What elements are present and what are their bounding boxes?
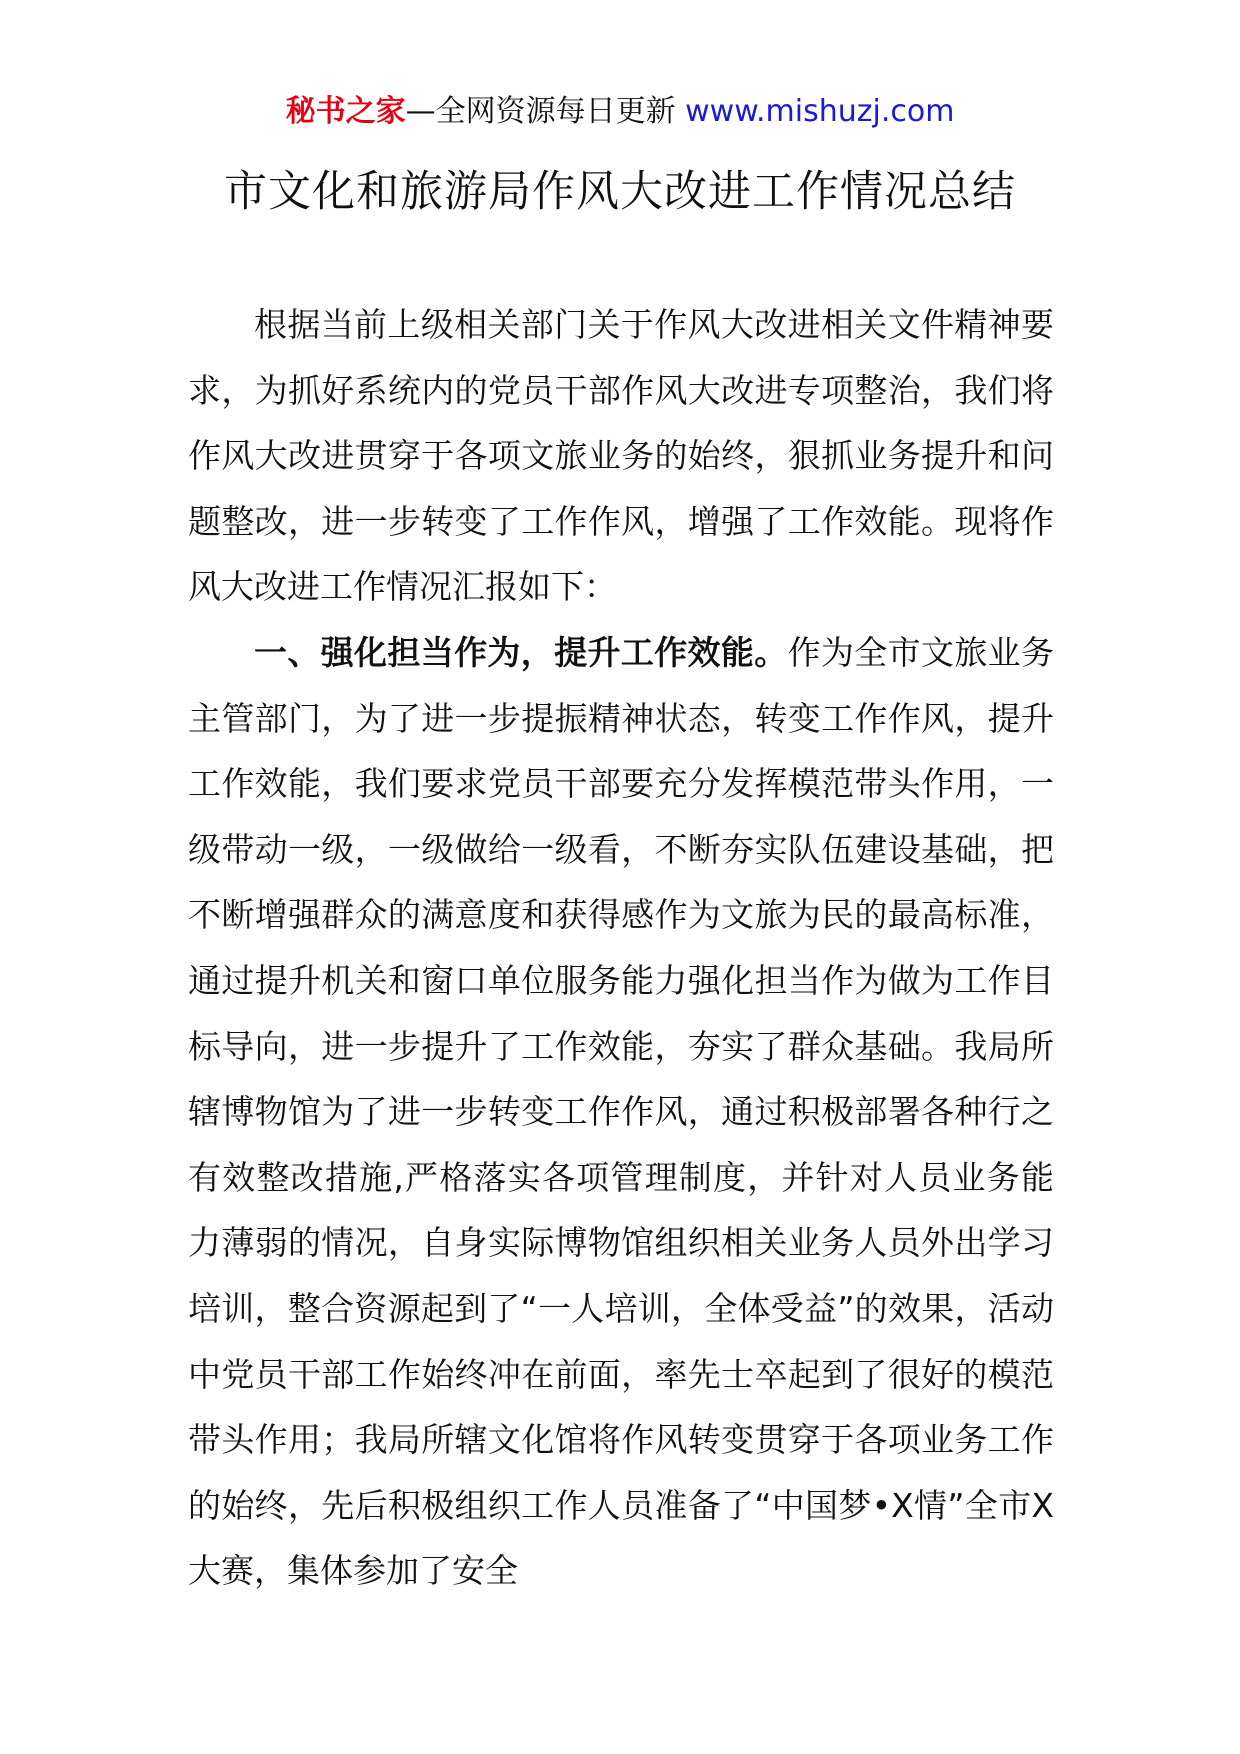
site-tagline: —全网资源每日更新 bbox=[405, 94, 686, 129]
section-one-heading: 一、强化担当作为，提升工作效能。 bbox=[254, 632, 788, 672]
site-brand: 秘书之家 bbox=[285, 94, 406, 129]
paragraph-section-one bbox=[188, 620, 1054, 1604]
document-title: 市文化和旅游局作风大改进工作情况总结 bbox=[224, 167, 1016, 217]
site-url-link[interactable]: www.mishuzj.com bbox=[685, 94, 955, 129]
document-body bbox=[188, 292, 1054, 1604]
paragraph-intro-text: 根据当前上级相关部门关于作风大改进相关文件精神要求，为抓好系统内的党员干部作风大改进专项整治，我们将作风大改进贯穿于各项文旅业务的始终，狠抓业务提升和问题整改，进一步转变了工作作风，增强了工作效能。现将作风大改进工作情况汇报如下： bbox=[188, 305, 1054, 607]
site-header bbox=[0, 92, 1240, 132]
paragraph-intro bbox=[188, 292, 1054, 620]
section-one-text: 作为全市文旅业务主管部门，为了进一步提振精神状态，转变工作作风，提升工作效能，我们要求党员干部要充分发挥模范带头作用，一级带动一级，一级做给一级看，不断夯实队伍建设基础，把不断增强群众的满意度和获得感作为文旅为民的最高标准，通过提升机关和窗口单位服务能力强化担当作为做为工作目标导向，进一步提升了工作效能，夯实了群众基础。我局所辖博物馆为了进一步转变工作作风，通过积极部署各种行之有效整改措施,严格落实各项管理制度，并针对人员业务能力薄弱的情况，自身实际博物馆组织相关业务人员外出学习培训，整合资源起到了“一人培训，全体受益”的效果，活动中党员干部工作始终冲在前面，率先士卒起到了很好的模范带头作用；我局所辖文化馆将作风转变贯穿于各项业务工作的始终，先后积极组织工作人员准备了“中国梦•X情”全市X大赛，集体参加了安全 bbox=[188, 632, 1055, 1591]
